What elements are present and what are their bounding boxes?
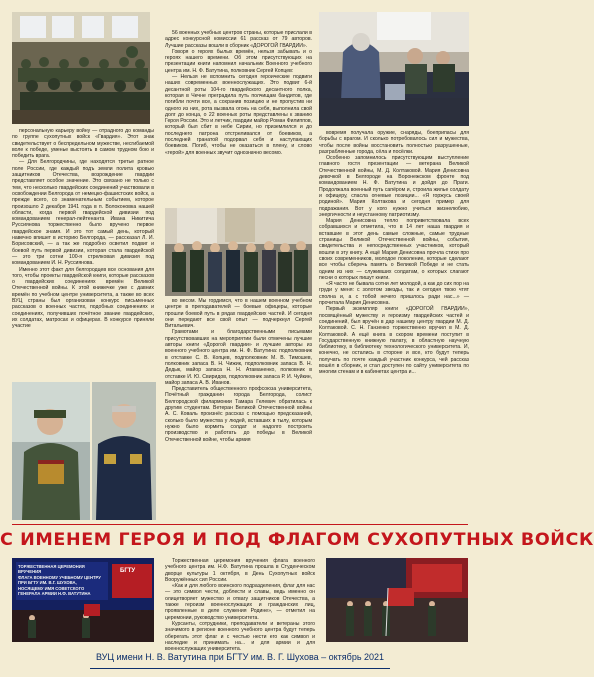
article-column-middle-top [165,30,312,206]
photo-group-portrait [165,208,312,296]
paragraph: Грамотами и благодарственными письмами присутствовавших на мероприятии были отмечены лучшие авторы книги «Дорогой гвардии» и лучшие авторы из военного учебного центра им. Н. Ф. Ватутина: подполковник в отставке С. В. Копцев, подполковник М. В. Тимошев, полковник запаса В. Н. Чижик, подполковник запаса В. Н. Дедык, майор запаса Н. Н. Атаманенко, полковник в отставке И. Ю. Свиридов, подполковник запаса Р. И. Чуйкин, майор запаса А. В. Иванов. [165,329,312,386]
photo-ceremony-stage [12,558,154,642]
photo-flag-ceremony [326,558,468,642]
page-footer: ВУЦ имени Н. В. Ватутина при БГТУ им. В. Г. Шухова – октябрь 2021 [95,652,385,662]
paragraph: во весом. Мы гордимся, что в нашем военном учебном центре в преподавателей — боевые офицеры, которые прошли боевой путь в рядах гвардейских частей. И сегодня они передают все свой опыт — подчеркнул Сергей Витальевич. [165,298,312,330]
photo-auditorium-audience [12,12,150,124]
paragraph: — Нельзя не вспомнить сегодня героические подвиги наших современных военнослужащих. Это подвиг 6-й десантной роты 104-го гвардейского десантного полка, которая в Чечне преградила путь полчищам бандитов, где погибли почти все, а сохранив позицию и не пропустив ни одного из них, рота вызвала огонь на себя, выполнила свой долг до конца, о 22 военных роты представлены к званию Героя России. Это и летчик, гвардии майор Роман Филиппов, который был сбит в небе Сирии, но приземлился и до последнего патрона отстреливался от боевиков, а последней гранатой подорвал себя и наступающих боевиков. Погиб, чтобы не оказаться в плену, и слово «герой» для военных звучит однозначно весомо. [165,74,312,156]
photo-officer-with-book [12,382,90,520]
stage-line: ФЛАГА ВОЕННОМУ УЧЕБНОМУ ЦЕНТРУ [18,574,101,580]
paragraph: вовремя получала оружие, снаряды, боеприпасы для борьбы с врагом. И сколько потребовалось сил и мужества, чтобы после войны восстановить полностью разрушенные, разграбленные города, сёла и посёлки. [319,130,469,155]
paragraph: Первый экземпляр книги «ДОРОГОЙ ГВАРДИИ», посвящённый мужеству и героизму гвардейских частей и соединений, был вручён в дар нашему центру гвардии М. Д. Колтаковой. С. Н. Ганзенко торжественно вручил в М. Д. Колтаковой. А ещё книга в скором времени поступит в Государственную книжную палату, в областную научную библиотеку, в библиотеку технологического университета. И, конечно, не остались в стороне и все, кто будут теперь получать по почте каждый участник конкурса, чей рассказ вошёл в сборник, и стал доступен по сайту университета по многим стенам и в кабинетах центра и... [319,306,469,376]
article-column-middle-bottom [165,298,312,520]
paragraph: 56 военных учебных центров страны, которые прислали в адрес конкурсной комиссии 61 рассказ от 79 авторов. Лучшие рассказы вошли в сборник «ДОРОГОЙ ГВАРДИИ». [165,30,312,49]
paragraph: Мария Денисовна тепло поприветствовала всех собравшихся и отметила, что в 14 лет наша гвардия и вставшие в этот день самые сложные, самые трудные страницы Великой Отечественной войны, события, свидетельства и непосредственных участников, который вошли в эту книгу. А ещё Мария Денисовна прочла стихи про своих современников, молодое поколение, которые сделают все чтобы сберечь память о Великой Победе и не стать одним из них — служивших солдатам, о которых слагают песни о которых пишут книги. [319,218,469,281]
stage-banner-text [18,564,108,596]
photo-veteran-at-desk [319,12,469,126]
stage-logo: БГТУ [120,568,136,574]
footer-underline [90,668,390,669]
paragraph: Курсанты, сотрудники, преподаватели и ветераны этого значимого в регионе военного учебного центра будут теперь оберегать этот флаг и с честью нести его как символ и наследие и принимать на... и для армии и для военнослужащих университета. [165,620,315,653]
paragraph: Говоря о героях былых времён, нельзя забывать и о героях нашего времени. Об этом присутствующих на презентации книги напомнил начальник Военного учебного центра им. Н. Ф. Ватутина, полковник Сергей Копцев: [165,48,312,74]
section-divider [12,524,468,525]
paragraph: персональную карьеру войну — отрадного до команды по группе сухопутных войск «Гвардия». Этот знак свидетельствует о беспредельном мужестве, несгибаемой воле к победе, уменье выстоять в самом трудном бою и победить врага. [12,128,154,160]
paragraph: «Я часто не бывала сотни лет молодой, а как до сих пор на груди у меня: с золотом звезды, так и сегодня твою чтят сполна и, а с тобой нечего пришлось ради нас...» — прочитала Мария Денисовна. [319,281,469,307]
paragraph: «Как и для любого воинского подразделения, флаг для нас — это символ чести, доблести и славы, ведь именно он олицетворяет мужество и отвагу защитников Отечества, а также героизм военнослужащих и гражданских лиц, проявленные в деле служения Родине», — отметил на церемонии, руководство университета. [165,583,315,621]
stage-line: ТОРЖЕСТВЕННАЯ ЦЕРЕМОНИЯ ВРУЧЕНИЯ [18,564,85,575]
paragraph: Именно этот факт для белгородцев все основания для того, чтобы проекты гвардейской книги, которые рассказов о гвардейских соединениях времён Великой Отечественной войны. К этой книжечке уже с давних времён по учебном центре университета, а также во всех ВУЦ страны был организован конкурс письменных рассказов о военных частях, подобных соединениях и соединениях, получивших почётное звание гвардейских, их солдатах, матросах и офицерах. В конкурсе приняли участие [12,266,154,330]
paragraph: Представитель общественного профсоюза университета, Почётный гражданин города Белгорода, солист Белгородской филармонии Тамара Гелевич обратилась к другим студентам. Ветеран Великой Отечественной войны А. С. Коваль произнёс рассказ с помощью предсказаний, сколько было мужества у людей, вставших в тылу, которым нужно было кормить солдат и надолго построить производство и работать до победы в Великой Отечественной войне, чтобы армия [165,386,312,443]
stage-line: НОСЯЩЕМУ ИМЯ СОВЕТСКОГО [18,585,85,591]
bottom-article-text [165,558,315,653]
stage-line: ПРИ БГТУ ИМ. В.Г. ШУХОВА, [18,580,77,586]
article-column-left [12,128,154,378]
photo-officer-with-medals [92,382,156,520]
stage-line: ГЕНЕРАЛА АРМИИ Н.Ф. ВАТУТИНА [18,591,91,597]
paragraph: Торжественная церемония вручения флага военного учебного центра им. Н.Ф. Ватутина прошла в Студенческом дворце культуры 1 октября, в День Сухопутных войск Вооружённых сил России. [165,558,315,583]
paragraph: — Для Белгородчины, где находятся третье ратное поле России, где каждый подъ земли полита кровью защитников Отечества, возрождение гвардии представляет особое значение. Это связано не только с тем, что несколько гвардейских соединений участвовали в освобождении Белгорода от немецко-фашистских войск, а прежде всего, со знаменательным событием, которое произошло 2 декабря 1941 года в п. Волоконовка нашей области, когда первой гвардейской дивизии под командованием генерал-лейтенанта Ивана Никитича Руссиянова торжественно было вручено первое гвардейское знамя. И это тот самый день, который навечно впишет в историю Белгорода, — рассказал Л. И. Борисовский, — а так же подробно осветил подвиг и боевой путь первой дивизии, которая стала гвардейской — это три сотни 100-я стрелковая дивизия под командованием И. Н. Руссиянова. [12,159,154,267]
section-banner-title: С ИМЕНЕМ ГЕРОЯ И ПОД ФЛАГОМ СУХОПУТНЫХ ВОЙСК [0,530,594,550]
paragraph: Особенно запомнилось присутствующим выступление главного гостя презентации — ветерана Великой Отечественной войны, М. Д. Колтаковой. Мария Денисовна девочкой в Белгороде на Воронежском фронте под командованием Н. Ф. Ватутина и дойдя до Праги. Продолжала военный путь сапёром и, строила жилье солдату и офицеру, спасла огневые позиции... «Я горжусь своей родиной». Мария Колтакова и сегодня пример для подражания. Вот у кого нужно учиться жизнелюбию, энергичности и неустанному патриотизму. [319,155,469,218]
article-column-right [319,130,469,522]
